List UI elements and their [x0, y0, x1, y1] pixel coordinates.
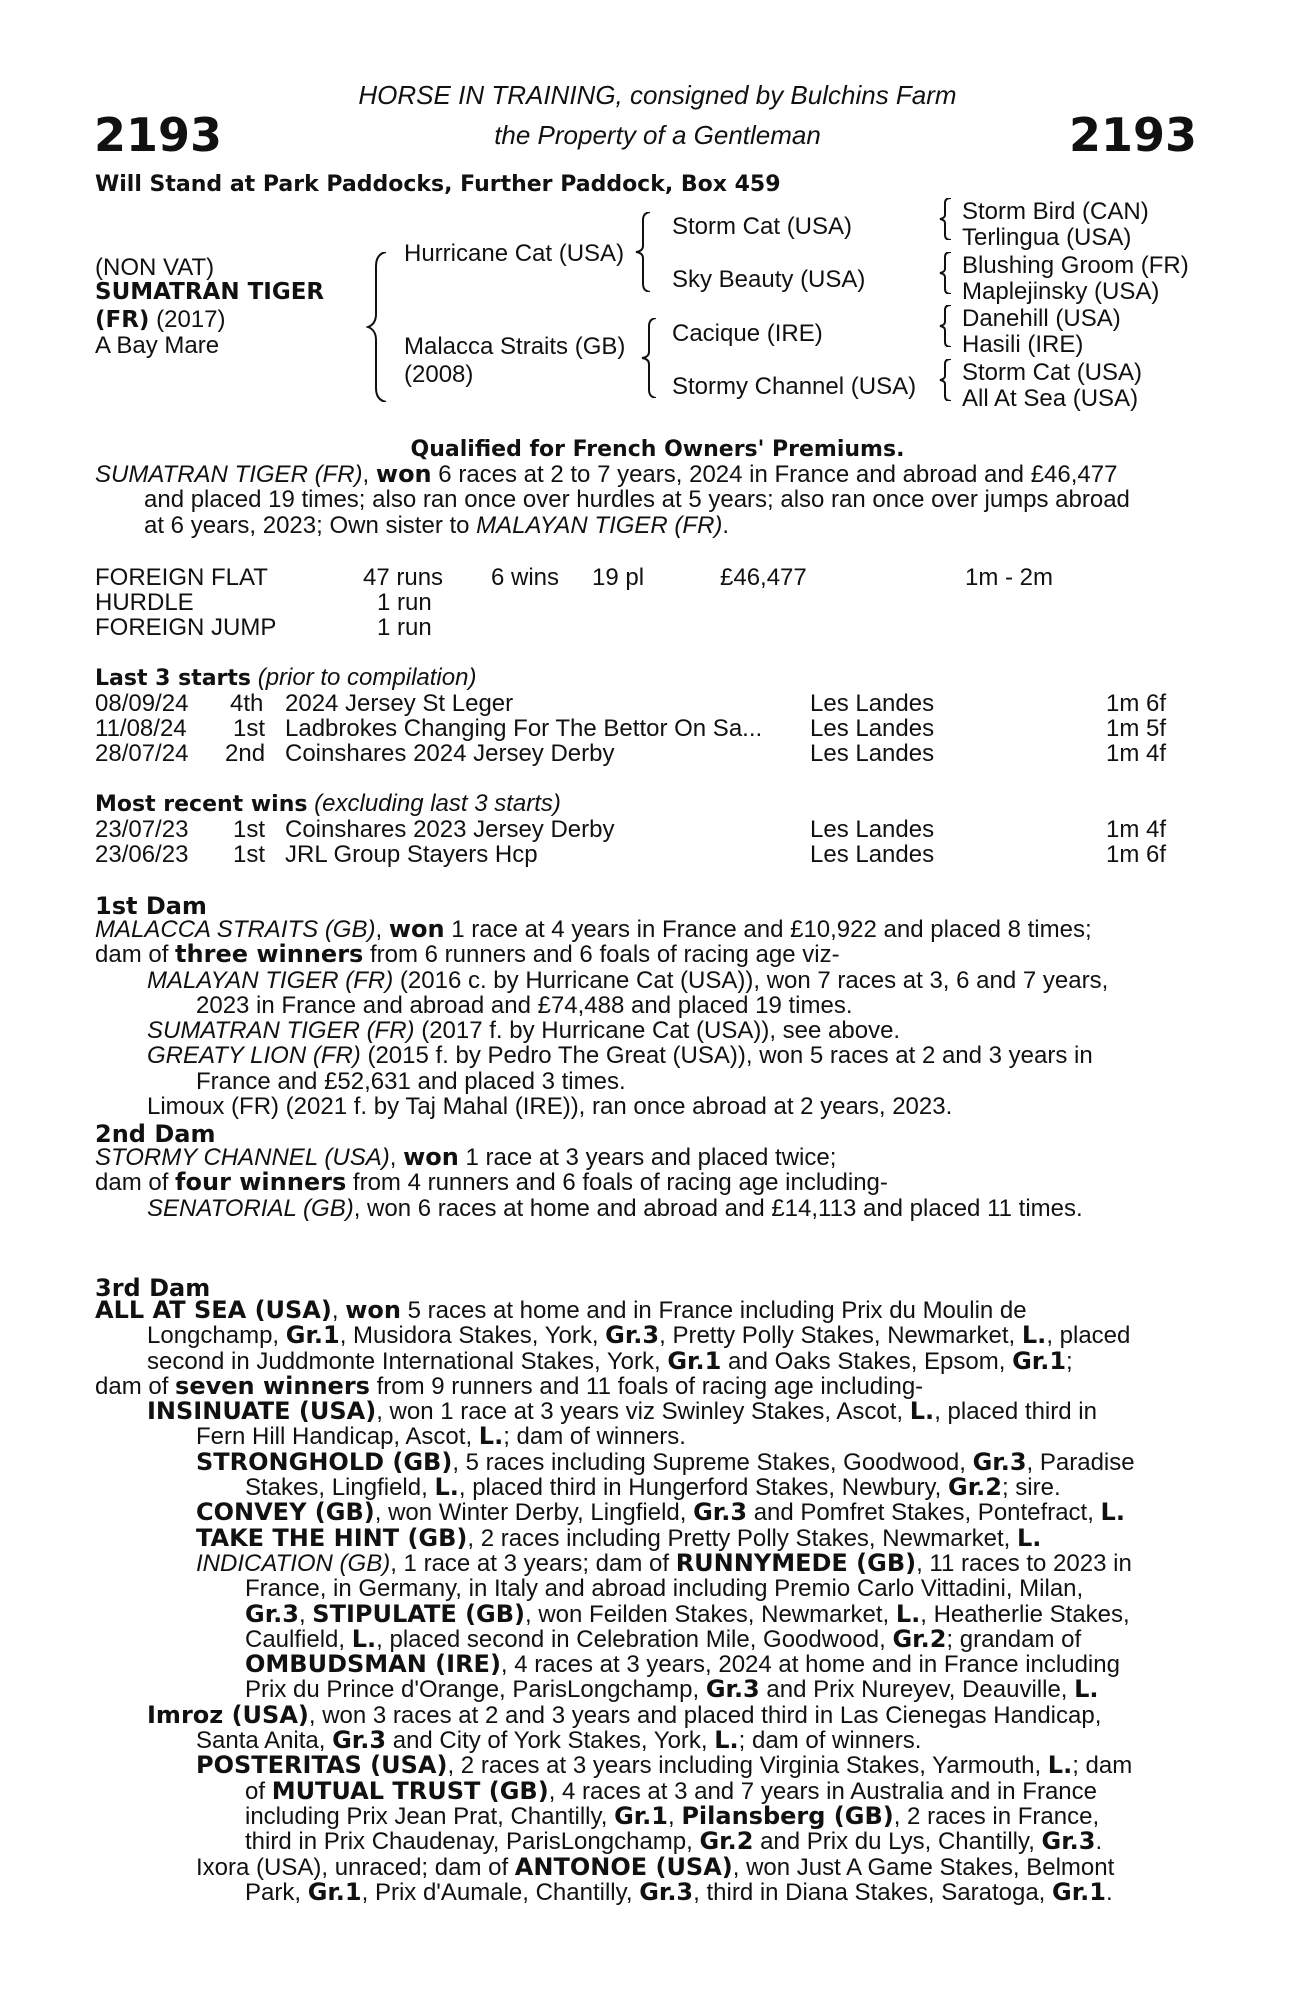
pos-g1: Gr.1 — [614, 1801, 668, 1830]
con-g3: Gr.3 — [693, 1498, 748, 1527]
recent-course-2: Les Landes — [810, 841, 935, 868]
offspring-sumatran-tiger: SUMATRAN TIGER (FR) — [147, 1017, 415, 1045]
ins-l: L. — [909, 1397, 935, 1426]
imr-t3: Santa Anita, — [196, 1727, 333, 1755]
pos-t8: including Prix Jean Prat, Chantilly, — [245, 1802, 615, 1830]
dam1-title: 1st Dam — [95, 892, 207, 920]
pos-l: L. — [1047, 1751, 1073, 1780]
pos-g2: Gr.2 — [699, 1827, 754, 1856]
pos-t4: ; dam — [1072, 1752, 1133, 1780]
ixo-t4: Park, — [245, 1878, 308, 1906]
brace-dam — [640, 318, 660, 398]
ind-t19: Prix du Prince d'Orange, ParisLongchamp, — [245, 1676, 706, 1704]
offspring-convey: CONVEY (GB) — [196, 1498, 375, 1527]
offspring-greaty-text: (2015 f. by Pedro The Great (USA)), won 5 races at 2 and 3 years in — [360, 1042, 1093, 1070]
offspring-greaty-text-2: France and £52,631 and placed 3 times. — [196, 1067, 626, 1095]
con-t2: , won Winter Derby, Lingfield, — [374, 1499, 694, 1527]
offspring-stipulate: STIPULATE (GB) — [312, 1599, 525, 1628]
offspring-take-the-hint: TAKE THE HINT (GB) — [196, 1523, 468, 1552]
ins-t5: Fern Hill Handicap, Ascot, — [196, 1423, 479, 1451]
pos-g3: Gr.3 — [1041, 1827, 1096, 1856]
offspring-indication: INDICATION (GB) — [196, 1549, 391, 1577]
vat-status: (NON VAT) — [95, 254, 215, 281]
dam3-t9: , Pretty Polly Stakes, Newmarket, — [659, 1322, 1022, 1350]
ind-g3: Gr.3 — [245, 1599, 299, 1628]
last3-title: Last 3 starts — [95, 666, 252, 691]
recent-pos-1: 1st — [233, 816, 266, 843]
last3-pos-1: 4th — [230, 690, 264, 717]
dam3-g1: Gr.1 — [285, 1321, 340, 1350]
gg-3: Blushing Groom (FR) — [962, 252, 1189, 279]
horse-name: SUMATRAN TIGER — [95, 279, 325, 305]
dam1-body — [95, 917, 1190, 1119]
horse-description: A Bay Mare — [95, 332, 220, 359]
lot-number-left: 2193 — [94, 108, 223, 162]
ixo-t3: , won Just A Game Stakes, Belmont — [732, 1853, 1115, 1881]
tak-t2: , 2 races including Pretty Polly Stakes, Newmarket, — [467, 1524, 1017, 1552]
recent-wins-title: Most recent wins — [95, 792, 308, 817]
dam3-name: ALL AT SEA (USA) — [95, 1296, 332, 1324]
offspring-mutual-trust: MUTUAL TRUST (GB) — [271, 1776, 549, 1805]
offspring-stronghold: STRONGHOLD (GB) — [196, 1447, 453, 1476]
dam3-comma: , — [331, 1297, 346, 1324]
race-summary — [95, 462, 1190, 538]
dam1-record: 1 race at 4 years in France and £10,922 and placed 8 times; — [444, 916, 1092, 943]
dam2-title: 2nd Dam — [95, 1120, 216, 1148]
ind-l3: L. — [1074, 1675, 1099, 1704]
offspring-insinuate: INSINUATE (USA) — [147, 1397, 377, 1426]
last3-date-1: 08/09/24 — [95, 690, 189, 717]
dam3-runners: from 9 runners and 11 foals of racing age including- — [369, 1372, 924, 1400]
offspring-malayan-text-2: 2023 in France and abroad and £74,488 and placed 19 times. — [196, 991, 853, 1019]
recent-wins-heading — [95, 790, 561, 818]
ind-t18: , 4 races at 3 years, 2024 at home and in France including — [500, 1651, 1120, 1679]
last3-course-3: Les Landes — [810, 740, 935, 767]
offspring-runnymede: RUNNYMEDE (GB) — [675, 1548, 917, 1577]
brace-g4 — [938, 359, 954, 401]
dam2-won: won — [403, 1143, 459, 1171]
dam1-winners: three winners — [175, 940, 364, 969]
offspring-ombudsman: OMBUDSMAN (IRE) — [245, 1650, 501, 1679]
record-runs-2: 1 run — [377, 589, 432, 616]
dam3-t11: , placed — [1046, 1322, 1131, 1350]
horse-country: (FR) — [95, 307, 150, 333]
summary-sibling: MALAYAN TIGER (FR) — [476, 511, 723, 539]
str-g3: Gr.3 — [972, 1447, 1027, 1476]
dam2-name: STORMY CHANNEL (USA) — [95, 1144, 390, 1171]
last3-pos-2: 1st — [233, 715, 266, 742]
ind-t12: Caulfield, — [245, 1625, 352, 1653]
last3-course-1: Les Landes — [810, 690, 935, 717]
last3-heading — [95, 664, 476, 692]
brace-g3 — [938, 305, 954, 347]
last3-race-2: Ladbrokes Changing For The Bettor On Sa... — [285, 715, 763, 742]
pos-t7: , 4 races at 3 and 7 years in Australia and in France — [548, 1777, 1097, 1805]
offspring-limoux: Limoux (FR) (2021 f. by Taj Mahal (IRE)), ran once abroad at 2 years, 2023. — [147, 1093, 953, 1121]
ind-g2: Gr.2 — [892, 1624, 947, 1653]
dam3-winners: seven winners — [175, 1371, 370, 1400]
brace-g1 — [938, 198, 954, 240]
ind-t11: , Heatherlie Stakes, — [920, 1600, 1130, 1628]
imr-t2: , won 3 races at 2 and 3 years and placed third in Las Cienegas Handicap, — [308, 1701, 1102, 1729]
str-t7: , placed third in Hungerford Stakes, Newbury, — [458, 1474, 949, 1502]
summary-comma: , — [362, 461, 376, 488]
horse-origin-year — [95, 307, 226, 333]
lot-number-right: 2193 — [1068, 108, 1197, 162]
dam3-won: won — [345, 1296, 401, 1324]
dam1-won: won — [388, 915, 445, 943]
record-type-2: HURDLE — [95, 589, 194, 616]
last3-date-2: 11/08/24 — [95, 715, 187, 742]
offspring-antonoe: ANTONOE (USA) — [514, 1852, 733, 1881]
sire-sire: Storm Cat (USA) — [672, 213, 853, 240]
offspring-greaty-lion: GREATY LION (FR) — [147, 1042, 361, 1070]
recent-race-1: Coinshares 2023 Jersey Derby — [285, 816, 615, 843]
str-t5: Stakes, Lingfield, — [245, 1474, 435, 1502]
ind-l2: L. — [351, 1624, 377, 1653]
offspring-posteritas: POSTERITAS (USA) — [196, 1751, 448, 1780]
ixo-g1b: Gr.1 — [1052, 1877, 1106, 1906]
last3-note: (prior to compilation) — [251, 664, 477, 691]
pos-t15: and Prix du Lys, Chantilly, — [753, 1828, 1042, 1856]
summary-text-3: at 6 years, 2023; Own sister to — [144, 511, 477, 539]
dam3-t14: and Oaks Stakes, Epsom, — [721, 1347, 1013, 1375]
offspring-senatorial: SENATORIAL (GB) — [147, 1194, 354, 1222]
dam2-winners: four winners — [175, 1168, 347, 1197]
dam3-t12: second in Juddmonte International Stakes, York, — [147, 1347, 668, 1375]
dam3-t16: ; — [1066, 1347, 1073, 1375]
ind-g3b: Gr.3 — [705, 1675, 760, 1704]
record-type-3: FOREIGN JUMP — [95, 614, 277, 641]
record-placed-1: 19 pl — [592, 564, 645, 591]
pos-t10: , — [668, 1802, 682, 1830]
ins-t7: ; dam of winners. — [503, 1423, 686, 1451]
imr-g3: Gr.3 — [332, 1726, 387, 1755]
last3-race-1: 2024 Jersey St Leger — [285, 690, 514, 717]
gg-4: Maplejinsky (USA) — [962, 278, 1160, 305]
summary-text-2: and placed 19 times; also ran once over hurdles at 5 years; also ran once over jumps abroad — [144, 486, 1130, 514]
dam3-g1b: Gr.1 — [667, 1346, 722, 1375]
offspring-ixora: Ixora (USA), unraced; dam of — [196, 1853, 515, 1881]
imr-l: L. — [714, 1726, 739, 1755]
ixo-g1: Gr.1 — [307, 1877, 362, 1906]
last3-dist-3: 1m 4f — [1106, 740, 1167, 767]
sire-dam: Sky Beauty (USA) — [672, 266, 866, 293]
record-prize-1: £46,477 — [720, 564, 807, 591]
str-g2: Gr.2 — [948, 1473, 1002, 1502]
horse-year: (2017) — [149, 306, 226, 333]
brace-sire — [634, 212, 654, 292]
last3-dist-1: 1m 6f — [1106, 690, 1167, 717]
dam-dam: Stormy Channel (USA) — [672, 373, 917, 400]
dam3-title: 3rd Dam — [95, 1274, 211, 1302]
dam3-t5: Longchamp, — [147, 1322, 286, 1350]
summary-won: won — [375, 460, 432, 488]
dam3-listed: L. — [1021, 1321, 1047, 1350]
gg-8: All At Sea (USA) — [962, 385, 1139, 412]
last3-pos-3: 2nd — [225, 740, 266, 767]
offspring-sumatran-text: (2017 f. by Hurricane Cat (USA)), see above. — [414, 1017, 901, 1045]
ins-t4: , placed third in — [934, 1398, 1097, 1426]
pos-t17: . — [1095, 1828, 1103, 1856]
ind-t16: ; grandam of — [946, 1625, 1082, 1653]
record-runs-3: 1 run — [377, 614, 432, 641]
str-t2: , 5 races including Supreme Stakes, Goodwood, — [452, 1448, 973, 1476]
recent-race-2: JRL Group Stayers Hcp — [285, 841, 538, 868]
gg-2: Terlingua (USA) — [962, 224, 1132, 251]
ins-l2: L. — [478, 1422, 504, 1451]
ind-t2: , 1 race at 3 years; dam of — [390, 1549, 676, 1577]
last3-course-2: Les Landes — [810, 715, 935, 742]
gg-5: Danehill (USA) — [962, 305, 1121, 332]
offspring-imroz: Imroz (USA) — [147, 1700, 309, 1729]
pos-t5: of — [245, 1777, 272, 1805]
dam1-comma: , — [375, 916, 389, 943]
ixo-t10: . — [1105, 1878, 1113, 1906]
con-l: L. — [1100, 1498, 1125, 1527]
dam3-record-1: 5 races at home and in France including Prix du Moulin de — [400, 1297, 1027, 1324]
dam1-name: MALACCA STRAITS (GB) — [95, 916, 376, 943]
tak-l: L. — [1016, 1523, 1042, 1552]
pos-t12: , 2 races in France, — [893, 1802, 1100, 1830]
str-l: L. — [434, 1473, 459, 1502]
ixo-t6: , Prix d'Aumale, Chantilly, — [361, 1878, 640, 1906]
recent-dist-2: 1m 6f — [1106, 841, 1167, 868]
offspring-malayan-text: (2016 c. by Hurricane Cat (USA)), won 7 races at 3, 6 and 7 years, — [393, 966, 1109, 994]
premiums-note: Qualified for French Owners' Premiums. — [410, 437, 905, 462]
pos-t2: , 2 races at 3 years including Virginia Stakes, Yarmouth, — [447, 1752, 1048, 1780]
ind-t5: France, in Germany, in Italy and abroad including Premio Carlo Vittadini, Milan, — [245, 1575, 1084, 1603]
ind-t14: , placed second in Celebration Mile, Goodwood, — [376, 1625, 893, 1653]
summary-text-1: 6 races at 2 to 7 years, 2024 in France and abroad and £46,477 — [431, 461, 1118, 488]
ind-t4: , 11 races to 2023 in — [916, 1549, 1132, 1577]
con-t4: and Pomfret Stakes, Pontefract, — [747, 1499, 1101, 1527]
record-wins-1: 6 wins — [491, 564, 560, 591]
last3-dist-2: 1m 5f — [1106, 715, 1167, 742]
dam3-damof: dam of — [95, 1372, 176, 1400]
summary-period: . — [722, 511, 730, 539]
consignor-line: HORSE IN TRAINING, consigned by Bulchins Farm — [358, 80, 957, 110]
ind-t21: and Prix Nureyev, Deauville, — [759, 1676, 1075, 1704]
offspring-malayan-tiger: MALAYAN TIGER (FR) — [147, 966, 394, 994]
dam2-comma: , — [389, 1144, 404, 1171]
last3-race-3: Coinshares 2024 Jersey Derby — [285, 740, 615, 767]
gg-1: Storm Bird (CAN) — [962, 198, 1149, 225]
summary-horse: SUMATRAN TIGER (FR) — [95, 461, 363, 488]
ind-t7: , — [298, 1600, 313, 1628]
sire-name: Hurricane Cat (USA) — [404, 240, 625, 267]
recent-dist-1: 1m 4f — [1106, 816, 1167, 843]
str-t4: , Paradise — [1026, 1448, 1135, 1476]
dam-year: (2008) — [404, 361, 474, 388]
ind-l: L. — [895, 1599, 921, 1628]
last3-date-3: 28/07/24 — [95, 740, 189, 767]
ixo-t8: , third in Diana Stakes, Saratoga, — [693, 1878, 1053, 1906]
dam3-body — [95, 1298, 1190, 1905]
imr-t5: and City of York Stakes, York, — [386, 1727, 715, 1755]
ind-t9: , won Feilden Stakes, Newmarket, — [525, 1600, 896, 1628]
gg-6: Hasili (IRE) — [962, 331, 1084, 358]
record-distance-1: 1m - 2m — [965, 564, 1054, 591]
recent-date-1: 23/07/23 — [95, 816, 189, 843]
recent-course-1: Les Landes — [810, 816, 935, 843]
dam3-g3: Gr.3 — [605, 1321, 660, 1350]
ins-t2: , won 1 race at 3 years viz Swinley Stakes, Ascot, — [376, 1398, 910, 1426]
recent-pos-2: 1st — [233, 841, 266, 868]
brace-g2 — [938, 252, 954, 294]
gg-7: Storm Cat (USA) — [962, 359, 1143, 386]
record-runs-1: 47 runs — [363, 564, 444, 591]
recent-wins-note: (excluding last 3 starts) — [307, 790, 561, 817]
offspring-pilansberg: Pilansberg (GB) — [681, 1801, 894, 1830]
recent-date-2: 23/06/23 — [95, 841, 189, 868]
ixo-g3: Gr.3 — [639, 1877, 694, 1906]
dam1-runners: from 6 runners and 6 foals of racing age viz- — [363, 941, 840, 969]
dam2-runners: from 4 runners and 6 foals of racing age including- — [346, 1169, 888, 1197]
offspring-senatorial-text: , won 6 races at home and abroad and £14,113 and placed 11 times. — [353, 1194, 1083, 1222]
dam2-record: 1 race at 3 years and placed twice; — [458, 1144, 837, 1171]
record-type-1: FOREIGN FLAT — [95, 564, 268, 591]
dam3-t7: , Musidora Stakes, York, — [339, 1322, 606, 1350]
pos-t13: third in Prix Chaudenay, ParisLongchamp, — [245, 1828, 700, 1856]
dam3-g1c: Gr.1 — [1012, 1346, 1067, 1375]
stand-location: Will Stand at Park Paddocks, Further Paddock, Box 459 — [95, 172, 781, 197]
dam1-damof: dam of — [95, 941, 176, 969]
dam2-body — [95, 1145, 1190, 1221]
str-t9: ; sire. — [1001, 1474, 1061, 1502]
property-line: the Property of a Gentleman — [494, 120, 821, 150]
dam-name: Malacca Straits (GB) — [404, 333, 626, 360]
imr-t7: ; dam of winners. — [738, 1727, 922, 1755]
brace-main — [366, 252, 390, 402]
dam2-damof: dam of — [95, 1169, 176, 1197]
dam-sire: Cacique (IRE) — [672, 320, 823, 347]
